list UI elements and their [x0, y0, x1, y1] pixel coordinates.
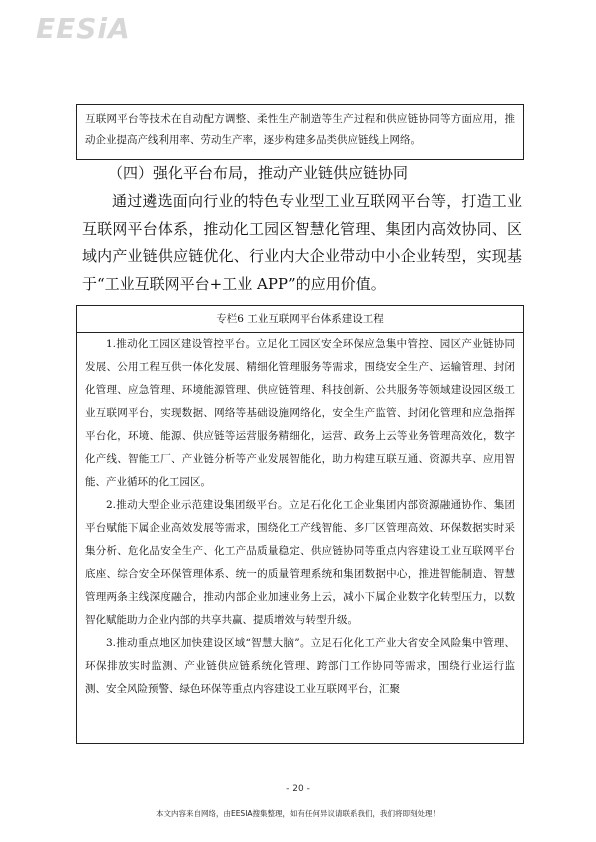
column-item-2: 2.推动大型企业示范建设集团级平台。立足石化化工企业集团内部资源融通协作、集团平台赋能下属企业高效发展等需求，围绕化工产线智能、多厂区管理高效、环保数据实时采集分析、危化品安全生产、化工产品质量稳定、供应链协同等重点内容建设工业互联网平台底座、综合安全环保管理体系、统一的质量管理系统和集团数据中心，推进智能制造、智慧管理两条主线深度融合，推动内部企业加速业务上云，减小下属企业数字化转型压力，以数智化赋能助力企业内部的共享共赢、提质增效与转型升级。 — [85, 499, 515, 626]
box-text: 互联网平台等技术在自动配方调整、柔性生产制造等生产过程和供应链协同等方面应用，推动企业提高产线利用率、劳动生产率，逐步构建多品类供应链线上网络。 — [85, 113, 515, 146]
column-box-6 — [76, 305, 524, 744]
eesia-logo: EESiA — [36, 12, 131, 45]
body-paragraph: 通过遴选面向行业的特色专业型工业互联网平台等，打造工业互联网平台体系，推动化工园区智慧化管理、集团内高效协同、区域内产业链供应链优化、行业内大企业带动中小企业转型，实现基于“工业互联网平台+工业 APP”的应用价值。 — [82, 192, 522, 293]
column-item-3: 3.推动重点地区加快建设区域“智慧大脑”。立足石化化工产业大省安全风险集中管理、环保排放实时监测、产业链供应链系统化管理、跨部门工作协同等需求，围绕行业运行监测、安全风险预警、绿色环保等重点内容建设工业互联网平台，汇聚 — [85, 637, 515, 695]
section-heading: （四）强化平台布局，推动产业链供应链协同 — [108, 164, 409, 182]
footer-disclaimer: 本文内容来自网络，由EESIA搜集整理，如有任何异议请联系我们，我们将即刻处理！ — [155, 809, 441, 818]
page-number: - 20 - — [286, 784, 310, 794]
column-title: 专栏6 工业互联网平台体系建设工程 — [77, 306, 523, 333]
column-item-1: 1.推动化工园区建设管控平台。立足化工园区安全环保应急集中管控、园区产业链协同发展、公用工程互供一体化发展、精细化管理服务等需求，围绕安全生产、运输管理、封闭化管理、应急管理、环境能源管理、供应链管理、科技创新、公共服务等领域建设园区级工业互联网平台，实现数据、网络等基础设施网络化，安全生产监管、封闭化管理和应急指挥平台化，环境、能源、供应链等运营服务精细化，运营、政务上云等业务管理高效化，数字化产线、智能工厂、产业链分析等产业发展智能化，助力构建互联互通、资源共享、应用智能、产业循环的化工园区。 — [85, 338, 515, 488]
continued-column-box — [76, 104, 524, 160]
